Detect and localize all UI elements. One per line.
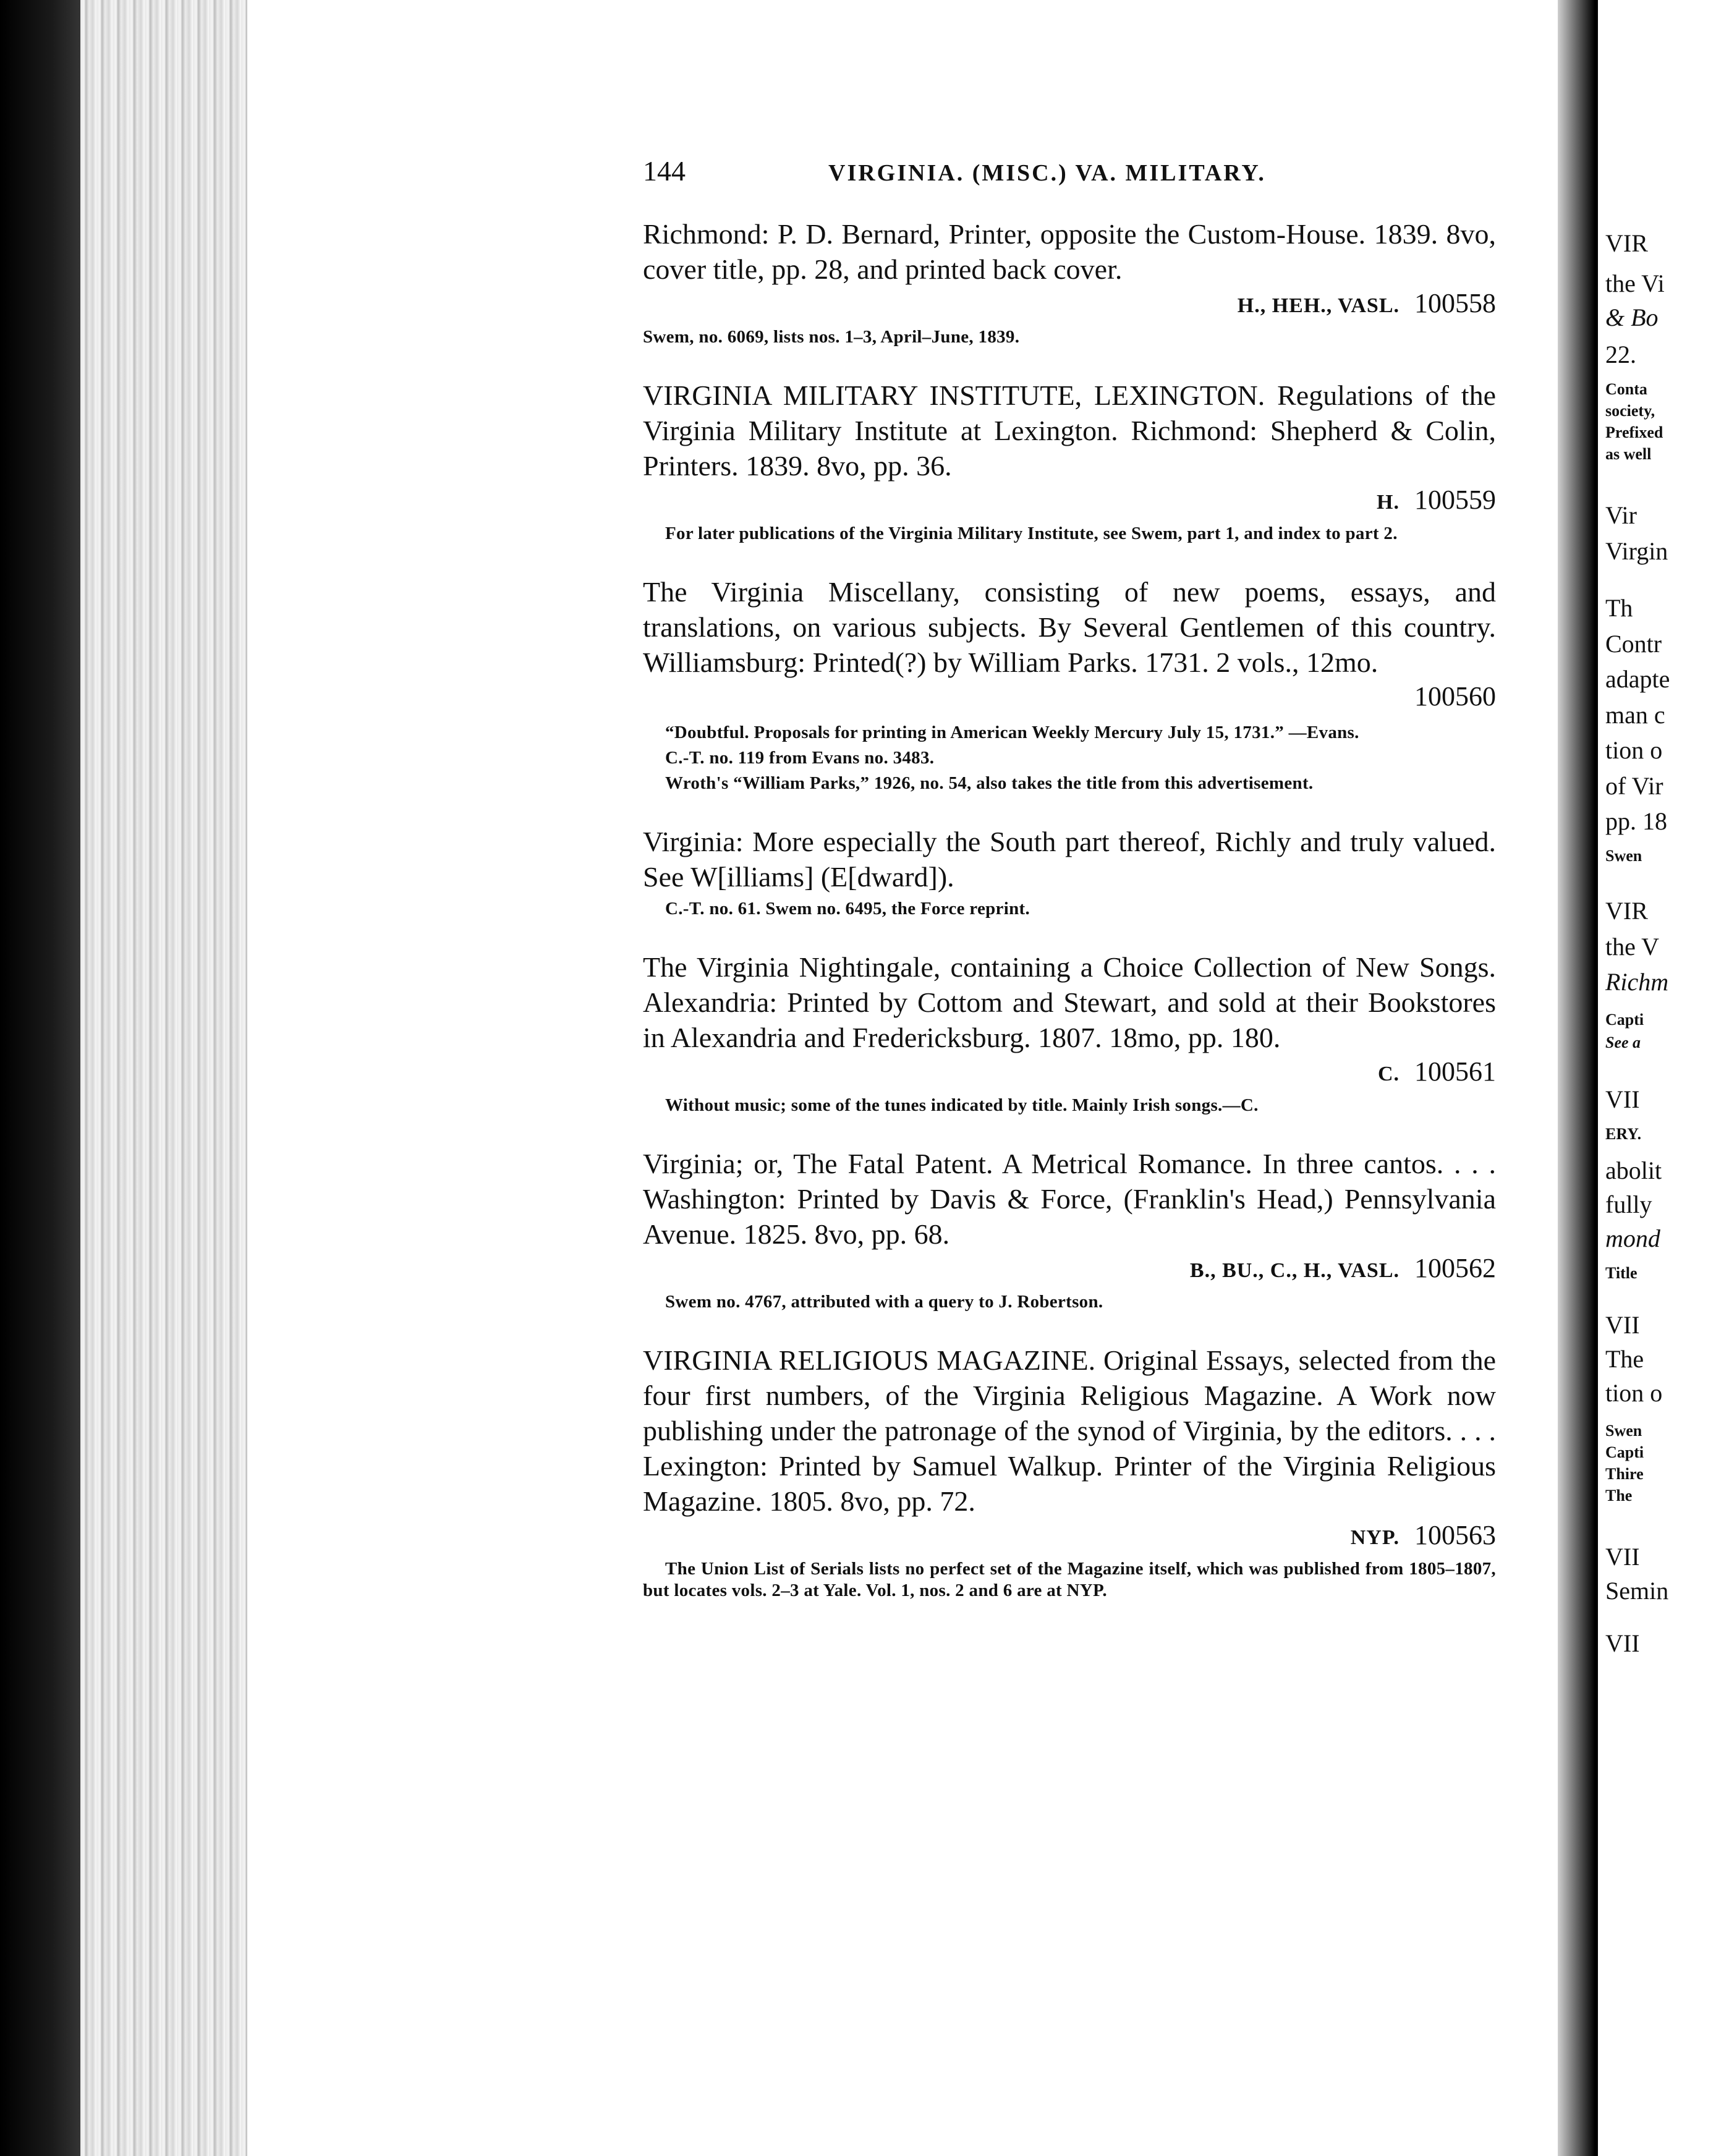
entry-note: “Doubtful. Proposals for printing in American Weekly Mercury July 15, 1731.” —Evans. [665,723,1359,742]
facing-fragment: pp. 18 [1605,807,1667,835]
facing-fragment: & Bo [1605,303,1659,331]
entry-note: Wroth's “William Parks,” 1926, no. 54, also takes the title from this advertisement. [665,773,1314,793]
entry-number: 100562 [1414,1253,1496,1283]
entry-note: Without music; some of the tunes indicated by title. Mainly Irish songs.—C. [665,1095,1259,1115]
facing-fragment: Th [1605,594,1633,622]
entry-libraries: H. [1377,491,1400,514]
entry-reference [643,287,1496,323]
entry-libraries: C. [1377,1063,1400,1085]
facing-fragment: Swen [1605,1422,1642,1440]
facing-fragment: ERY. [1605,1125,1642,1143]
facing-fragment: adapte [1605,665,1670,693]
facing-fragment: man c [1605,701,1665,729]
book-gutter [1558,0,1595,2156]
facing-fragment: VIR [1605,229,1648,257]
entry-note: The Union List of Serials lists no perfect set of the Magazine itself, which was published from 1805–1807, but locates vols. 2–3 at Yale. Vol. 1, nos. 2 and 6 are at NYP. [643,1559,1496,1600]
facing-fragment: See a [1605,1033,1641,1051]
entry-number: 100561 [1414,1056,1496,1087]
entry-libraries: NYP. [1350,1526,1400,1549]
entry-text: Virginia; or, The Fatal Patent. A Metrical Romance. In three cantos. . . . Washington: Printed by Davis & Force, (Franklin's Head,) Pennsylvania Avenue. 1825. 8vo, pp. 68. [643,1148,1496,1250]
facing-fragment: Capti [1605,1011,1644,1029]
facing-fragment: The [1605,1487,1633,1505]
bibliography-entry [643,216,1496,348]
facing-fragment: Prefixed [1605,423,1663,441]
entry-number: 100560 [1414,681,1496,711]
facing-page [1598,0,1716,2156]
entry-number: 100563 [1414,1520,1496,1550]
facing-fragment: Thire [1605,1465,1644,1483]
facing-fragment: Conta [1605,380,1647,398]
facing-fragment: Virgin [1605,537,1668,565]
bibliography-entry [643,824,1496,920]
facing-fragment: Contr [1605,630,1662,658]
facing-fragment: VII [1605,1629,1640,1657]
facing-fragment: Semin [1605,1577,1669,1605]
bibliography-entry [643,574,1496,794]
entry-reference [643,1055,1496,1091]
book-fore-edge [80,0,260,2156]
entry-libraries: H., HEH., VASL. [1237,294,1400,317]
entry-note: Swem no. 4767, attributed with a query to J. Robertson. [665,1292,1103,1312]
entry-text: The Virginia Miscellany, consisting of new poems, essays, and translations, on various subjects. By Several Gentlemen of this country. Williamsburg: Printed(?) by William Parks. 1731. 2 vols., 12mo. [643,576,1496,678]
facing-fragment: VIR [1605,897,1648,925]
facing-fragment: Swen [1605,847,1642,865]
entry-reference [643,483,1496,519]
facing-fragment: 22. [1605,341,1636,368]
facing-fragment: Richm [1605,968,1669,996]
facing-fragment: VII [1605,1311,1640,1339]
entry-text: VIRGINIA MILITARY INSTITUTE, LEXINGTON. Regulations of the Virginia Military Institute at Lexington. Richmond: Shepherd & Colin, Printers. 1839. 8vo, pp. 36. [643,380,1496,482]
page-content [643,155,1496,1631]
facing-fragment: of Vir [1605,772,1663,800]
entry-number: 100559 [1414,485,1496,515]
facing-fragment: tion o [1605,1379,1663,1407]
page-number: 144 [643,155,686,187]
facing-fragment: mond [1605,1224,1660,1252]
bibliography-entry [643,1343,1496,1602]
facing-fragment: abolit [1605,1157,1662,1184]
entry-note: For later publications of the Virginia Military Institute, see Swem, part 1, and index to part 2. [665,524,1398,543]
facing-fragment: the Vi [1605,270,1665,297]
facing-fragment: Title [1605,1264,1637,1282]
scan-shadow [0,0,87,2156]
entry-note: C.-T. no. 61. Swem no. 6495, the Force reprint. [665,899,1030,919]
entry-number: 100558 [1414,288,1496,318]
entry-text: Virginia: More especially the South part thereof, Richly and truly valued. See W[illiams] (E[dward]). [643,826,1496,893]
entry-reference [643,680,1496,716]
running-head [643,155,1496,192]
entry-text: VIRGINIA RELIGIOUS MAGAZINE. Original Essays, selected from the four first numbers, of the Virginia Religious Magazine. A Work now publishing under the patronage of the synod of Virginia, by the editors. . . . Lexington: Printed by Samuel Walkup. Printer of the Virginia Religious Magazine. 1805. 8vo, pp. 72. [643,1344,1496,1517]
facing-fragment: Vir [1605,501,1637,529]
bibliography-entry [643,378,1496,545]
facing-fragment: the V [1605,933,1660,961]
facing-fragment: Capti [1605,1443,1644,1461]
bibliography-entry [643,1146,1496,1313]
entry-note: C.-T. no. 119 from Evans no. 3483. [665,748,935,768]
facing-fragment: VII [1605,1543,1640,1571]
running-head-title: VIRGINIA. (MISC.) VA. MILITARY. [828,160,1266,186]
facing-fragment: The [1605,1345,1644,1373]
entry-note: Swem, no. 6069, lists nos. 1–3, April–June, 1839. [643,327,1020,347]
facing-fragment: fully [1605,1190,1652,1218]
entry-reference [643,1519,1496,1555]
facing-fragment: VII [1605,1085,1640,1113]
entry-text: Richmond: P. D. Bernard, Printer, opposite the Custom-House. 1839. 8vo, cover title, pp. 28, and printed back cover. [643,218,1496,285]
bibliography-entry [643,949,1496,1116]
entry-reference [643,1252,1496,1288]
facing-fragment: tion o [1605,736,1663,764]
facing-fragment: society, [1605,402,1655,420]
entry-libraries: B., BU., C., H., VASL. [1189,1259,1400,1282]
facing-fragment: as well [1605,445,1652,463]
entry-text: The Virginia Nightingale, containing a Choice Collection of New Songs. Alexandria: Printed by Cottom and Stewart, and sold at their Bookstores in Alexandria and Fredericksburg. 1807. 18mo, pp. 180. [643,951,1496,1053]
